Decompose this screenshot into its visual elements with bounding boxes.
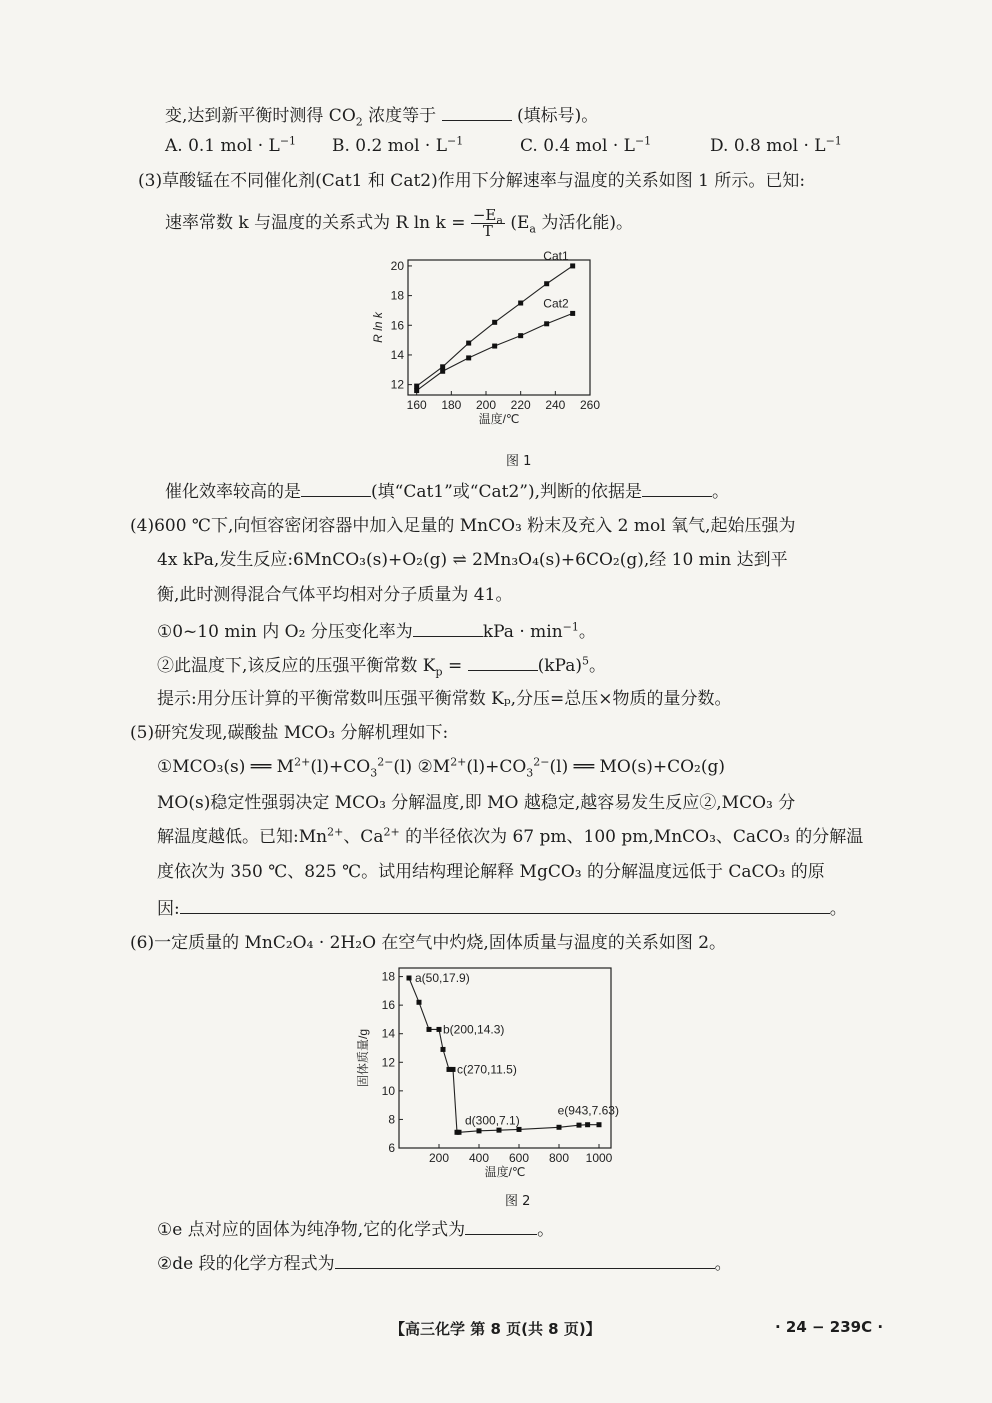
- question-5-mechanism: ①MCO₃(s) ══ $M^{2+}(l)+CO_3^{2-}(l)$ $②M^{2+}(l)+CO_3^{2-}(l)$ ══ MO(s)+CO₂(g): [157, 755, 725, 780]
- answer-blank-rate[interactable]: [413, 620, 483, 637]
- data-point: [427, 1027, 432, 1032]
- data-point: [414, 388, 419, 393]
- data-point: [518, 301, 523, 306]
- data-point: [440, 364, 445, 369]
- answer-blank-catalyst[interactable]: [301, 480, 371, 497]
- question-4-hint: 提示:用分压计算的平衡常数叫压强平衡常数 Kₚ,分压=总压×物质的量分数。: [157, 689, 732, 709]
- series-line: [417, 266, 573, 386]
- series-line: [417, 313, 573, 390]
- x-axis-label: 温度/℃: [478, 412, 520, 426]
- series-label-cat2: Cat2: [543, 296, 569, 311]
- x-axis-label: 温度/℃: [484, 1165, 526, 1179]
- question-6-sub-2: ②de 段的化学方程式为 。: [157, 1254, 732, 1274]
- data-point: [441, 1047, 446, 1052]
- answer-blank-kp[interactable]: [468, 654, 538, 671]
- x-tick-label: 180: [441, 398, 462, 412]
- x-tick-label: 1000: [585, 1151, 613, 1165]
- y-tick-label: 10: [381, 1083, 395, 1098]
- y-axis-label: 固体质量/g: [356, 1028, 370, 1088]
- option-a: A. 0.1 mol · $L^{-1}$: [165, 134, 297, 156]
- question-6-sub-1: ①e 点对应的固体为纯净物,它的化学式为 。: [157, 1220, 555, 1240]
- answer-blank-1[interactable]: [442, 104, 512, 121]
- question-5-answer: 因: 。: [157, 899, 847, 919]
- y-tick-label: 16: [381, 998, 395, 1013]
- x-tick-label: 240: [545, 398, 566, 412]
- point-annotation: c(270,11.5): [457, 1062, 517, 1077]
- answer-blank-reason[interactable]: [180, 897, 830, 914]
- question-5-line-3: MO(s)稳定性强弱决定 MCO₃ 分解温度,即 MO 越稳定,越容易发生反应②,MCO₃ 分: [157, 793, 796, 813]
- data-point: [518, 333, 523, 338]
- data-point: [585, 1122, 590, 1127]
- point-annotation: a(50,17.9): [415, 971, 470, 985]
- y-tick-label: 18: [390, 288, 404, 303]
- question-4-line-3: 衡,此时测得混合气体平均相对分子质量为 41。: [157, 585, 513, 605]
- question-3-answer: 催化效率较高的是 (填“Cat1”或“Cat2”),判断的依据是 。: [165, 482, 730, 502]
- option-b: B. 0.2 mol · $L^{-1}$: [332, 134, 464, 156]
- question-4-line-2: 4x kPa,发生反应:6MnCO₃(s)+O₂(g) ⇌ 2Mn₃O₄(s)+6CO₂(g),经 10 min 达到平: [157, 550, 788, 570]
- data-point: [557, 1125, 562, 1130]
- question-3-intro: (3)草酸锰在不同催化剂(Cat1 和 Cat2)作用下分解速率与温度的关系如图 1 所示。已知:: [138, 171, 806, 191]
- answer-blank-equation[interactable]: [335, 1252, 715, 1269]
- y-tick-label: 16: [390, 318, 404, 333]
- data-point: [492, 344, 497, 349]
- data-point: [440, 369, 445, 374]
- x-tick-label: 260: [579, 398, 601, 412]
- data-point: [577, 1123, 582, 1128]
- question-4-sub-1: ①0~10 min 内 O₂ 分压变化率为 kPa · $\min^{-1}$。: [157, 620, 596, 642]
- x-tick-label: 200: [428, 1151, 450, 1165]
- y-tick-label: 14: [390, 347, 404, 362]
- y-tick-label: 8: [388, 1112, 395, 1127]
- data-point: [457, 1130, 462, 1135]
- x-tick-label: 220: [510, 398, 531, 412]
- y-tick-label: 14: [381, 1026, 395, 1041]
- data-point: [437, 1027, 442, 1032]
- data-point: [570, 263, 575, 268]
- data-point: [466, 341, 471, 346]
- figure-2-caption: 图 2: [505, 1194, 531, 1209]
- data-point: [544, 321, 549, 326]
- question-5-intro: (5)研究发现,碳酸盐 MCO₃ 分解机理如下:: [130, 723, 449, 743]
- data-point: [477, 1128, 482, 1133]
- y-tick-label: 18: [381, 969, 395, 984]
- answer-blank-formula[interactable]: [465, 1218, 537, 1235]
- data-point: [492, 320, 497, 325]
- y-axis-label: R ln k: [371, 312, 385, 343]
- answer-blank-basis[interactable]: [642, 480, 712, 497]
- question-4-sub-2: ②此温度下,该反应的压强平衡常数 $K_p = (kPa)^5$。: [157, 654, 607, 679]
- point-annotation: e(943,7.63): [557, 1103, 619, 1118]
- line-1: 变,达到新平衡时测得 $CO_2$ 浓度等于 (填标号)。: [165, 106, 599, 129]
- data-point: [451, 1067, 456, 1072]
- option-d: D. 0.8 mol · $L^{-1}$: [710, 134, 842, 156]
- footer-code: · 24 − 239C ·: [775, 1318, 884, 1336]
- data-point: [597, 1122, 602, 1127]
- option-c: C. 0.4 mol · $L^{-1}$: [520, 134, 652, 156]
- x-tick-label: 600: [508, 1151, 530, 1165]
- question-6-intro: (6)一定质量的 MnC₂O₄ · 2H₂O 在空气中灼烧,固体质量与温度的关系如图 2。: [130, 933, 727, 953]
- data-point: [466, 355, 471, 360]
- question-5-line-4: 解温度越低。已知$:Mn^{2+}$、$Ca^{2+}$ 的半径依次为 67 pm、100 pm,MnCO₃、CaCO₃ 的分解温: [157, 825, 864, 847]
- fraction: $\frac{-E_a}{T}$: [472, 206, 503, 240]
- y-tick-label: 20: [390, 258, 404, 273]
- question-5-line-5: 度依次为 350 ℃、825 ℃。试用结构理论解释 MgCO₃ 的分解温度远低于 CaCO₃ 的原: [157, 862, 825, 882]
- data-point: [417, 1000, 422, 1005]
- y-tick-label: 12: [381, 1055, 395, 1070]
- point-annotation: b(200,14.3): [443, 1022, 505, 1037]
- figure-1-chart: [360, 248, 610, 452]
- figure-1-caption: 图 1: [506, 454, 532, 469]
- x-tick-label: 400: [468, 1151, 490, 1165]
- rate-constant-formula: 速率常数 k 与温度的关系式为 R ln k = $\frac{-E_a}{T}$ ($E_a$ 为活化能)。: [165, 206, 634, 240]
- figure-2-chart: [345, 962, 635, 1186]
- x-tick-label: 160: [406, 398, 427, 412]
- data-point: [544, 281, 549, 286]
- y-tick-label: 6: [388, 1141, 395, 1155]
- plot-frame: [408, 260, 590, 395]
- x-tick-label: 800: [548, 1151, 570, 1165]
- y-tick-label: 12: [390, 377, 404, 392]
- data-point: [407, 976, 412, 981]
- series-label-cat1: Cat1: [543, 248, 569, 263]
- data-point: [497, 1128, 502, 1133]
- data-point: [414, 384, 419, 389]
- x-tick-label: 200: [475, 398, 497, 412]
- data-point: [517, 1127, 522, 1132]
- question-4-line-1: (4)600 ℃下,向恒容密闭容器中加入足量的 MnCO₃ 粉末及充入 2 mol 氧气,起始压强为: [130, 516, 796, 536]
- footer-page-info: 【高三化学 第 8 页(共 8 页)】: [390, 1320, 601, 1338]
- data-point: [570, 311, 575, 316]
- point-annotation: d(300,7.1): [465, 1113, 520, 1128]
